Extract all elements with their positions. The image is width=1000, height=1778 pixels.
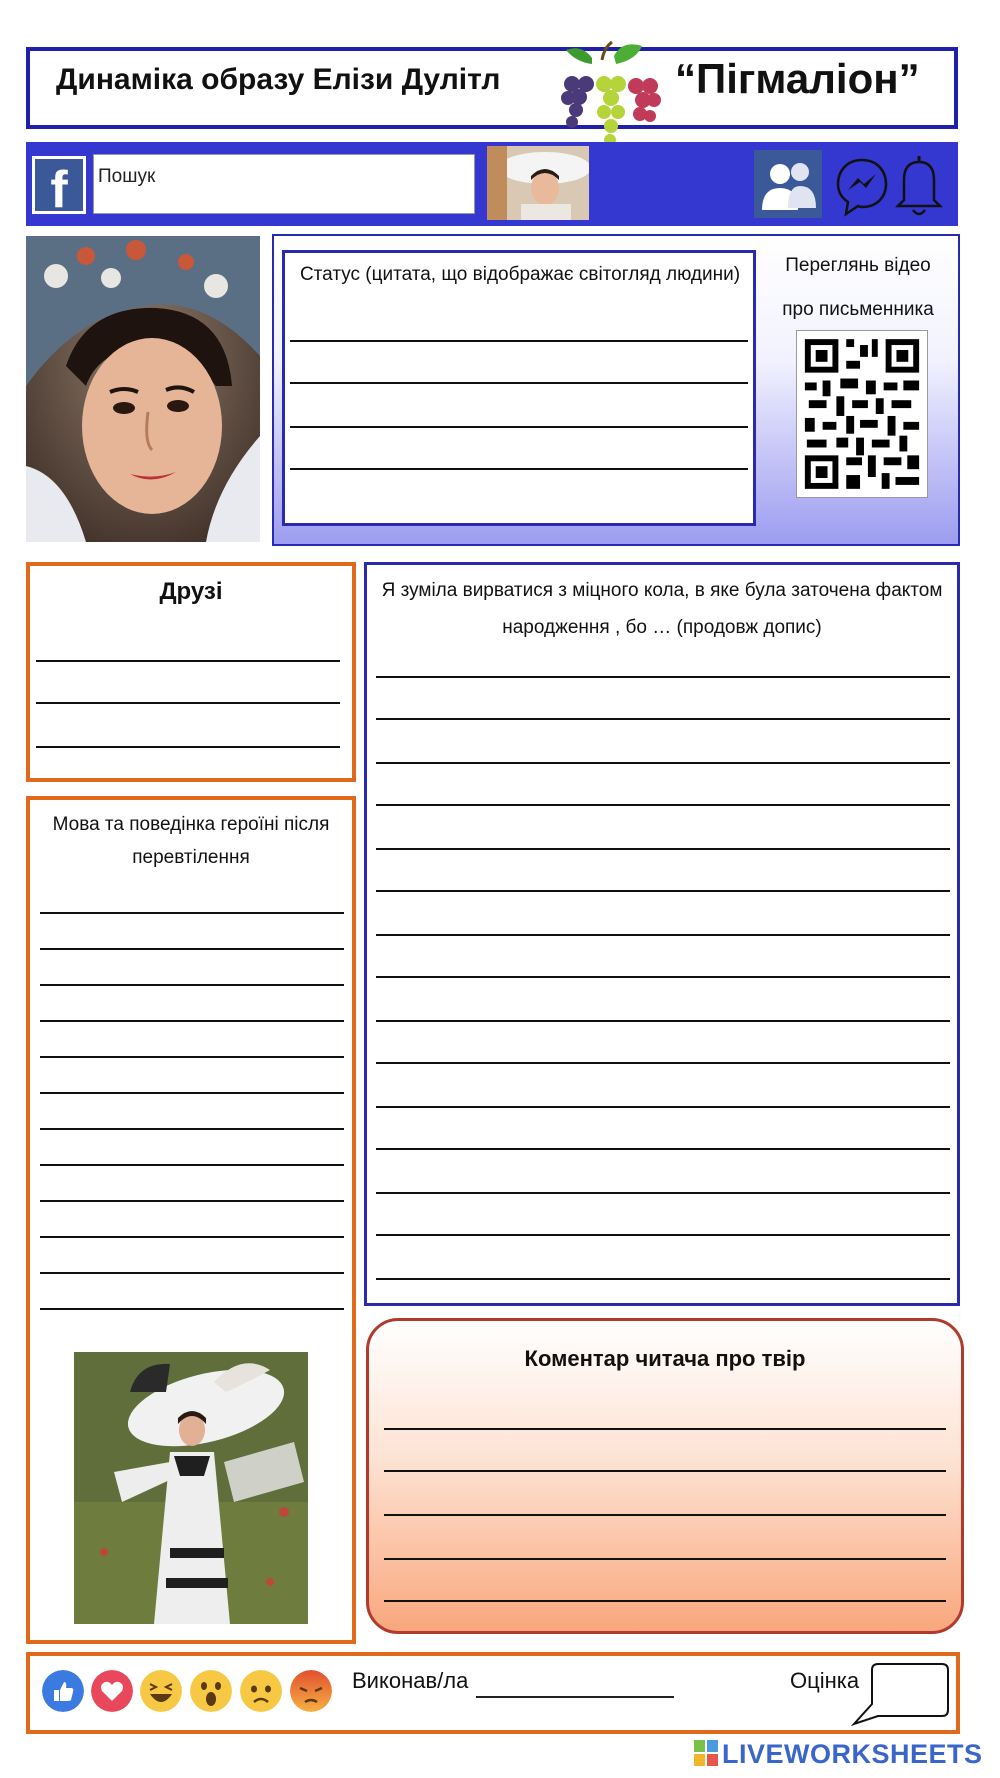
liveworksheets-brand: LIVEWORKSHEETS xyxy=(722,1739,983,1769)
behaviour-answer-line[interactable] xyxy=(40,1236,344,1238)
post-answer-line[interactable] xyxy=(376,676,950,678)
angry-icon[interactable] xyxy=(290,1670,332,1712)
profile-photo xyxy=(26,236,260,542)
video-label xyxy=(768,244,948,332)
comment-label: Коментар читача про твір xyxy=(524,1346,806,1371)
post-answer-line[interactable] xyxy=(376,1020,950,1022)
status-answer-line[interactable] xyxy=(290,382,748,384)
post-answer-line[interactable] xyxy=(376,1106,950,1108)
bell-icon[interactable] xyxy=(892,148,946,220)
behaviour-answer-line[interactable] xyxy=(40,948,344,950)
behaviour-answer-line[interactable] xyxy=(40,1272,344,1274)
like-icon[interactable] xyxy=(42,1670,84,1712)
behaviour-answer-line[interactable] xyxy=(40,912,344,914)
grade-input[interactable] xyxy=(850,1658,954,1730)
wow-icon[interactable] xyxy=(190,1670,232,1712)
status-answer-line[interactable] xyxy=(290,468,748,470)
friends-answer-line[interactable] xyxy=(36,702,340,704)
post-label: Я зуміла вирватися з міцного кола, в яке була заточена фактом народження , бо … (продовж допис) xyxy=(381,580,943,638)
status-answer-line[interactable] xyxy=(290,340,748,342)
sad-icon[interactable] xyxy=(240,1670,282,1712)
post-answer-line[interactable] xyxy=(376,890,950,892)
liveworksheets-logo-icon xyxy=(694,1740,718,1766)
friends-icon[interactable] xyxy=(754,150,822,218)
header-portrait-thumbnail xyxy=(487,146,589,220)
search-placeholder: Пошук xyxy=(98,166,156,187)
page-title: Динаміка образу Елізи Дулітл xyxy=(56,63,501,96)
post-answer-line[interactable] xyxy=(376,1192,950,1194)
friends-label: Друзі xyxy=(159,578,223,605)
status-box xyxy=(282,250,756,526)
behaviour-answer-line[interactable] xyxy=(40,1128,344,1130)
behaviour-answer-line[interactable] xyxy=(40,1200,344,1202)
post-answer-line[interactable] xyxy=(376,1062,950,1064)
behaviour-answer-line[interactable] xyxy=(40,1092,344,1094)
grade-label: Оцінка xyxy=(790,1668,860,1693)
post-answer-line[interactable] xyxy=(376,976,950,978)
post-answer-line[interactable] xyxy=(376,1148,950,1150)
comment-answer-line[interactable] xyxy=(384,1558,946,1560)
post-answer-line[interactable] xyxy=(376,718,950,720)
comment-answer-line[interactable] xyxy=(384,1514,946,1516)
comment-answer-line[interactable] xyxy=(384,1470,946,1472)
friends-answer-line[interactable] xyxy=(36,746,340,748)
behaviour-answer-line[interactable] xyxy=(40,1308,344,1310)
post-answer-line[interactable] xyxy=(376,934,950,936)
post-answer-line[interactable] xyxy=(376,848,950,850)
grapes-icon xyxy=(552,40,670,148)
behaviour-answer-line[interactable] xyxy=(40,1056,344,1058)
friends-answer-line[interactable] xyxy=(36,660,340,662)
comment-answer-line[interactable] xyxy=(384,1428,946,1430)
behaviour-label: Мова та поведінка героїні після перевтілення xyxy=(52,814,330,868)
love-icon[interactable] xyxy=(91,1670,133,1712)
behaviour-answer-line[interactable] xyxy=(40,1164,344,1166)
haha-icon[interactable] xyxy=(140,1670,182,1712)
status-label: Статус (цитата, що відображає світогляд людини) xyxy=(299,264,741,285)
video-label-line2: про письменника xyxy=(782,299,934,320)
qr-code[interactable] xyxy=(796,330,928,498)
post-answer-line[interactable] xyxy=(376,804,950,806)
work-title: “Пігмаліон” xyxy=(675,55,920,102)
messenger-icon[interactable] xyxy=(834,150,890,220)
post-answer-line[interactable] xyxy=(376,1234,950,1236)
post-answer-line[interactable] xyxy=(376,1278,950,1280)
facebook-logo-icon[interactable]: f xyxy=(32,156,86,214)
post-answer-line[interactable] xyxy=(376,762,950,764)
comment-answer-line[interactable] xyxy=(384,1600,946,1602)
behaviour-answer-line[interactable] xyxy=(40,1020,344,1022)
behaviour-answer-line[interactable] xyxy=(40,984,344,986)
author-input[interactable] xyxy=(476,1696,674,1698)
costume-photo xyxy=(74,1352,308,1624)
video-label-line1: Переглянь відео xyxy=(785,255,931,276)
status-answer-line[interactable] xyxy=(290,426,748,428)
author-label: Виконав/ла xyxy=(352,1668,469,1693)
